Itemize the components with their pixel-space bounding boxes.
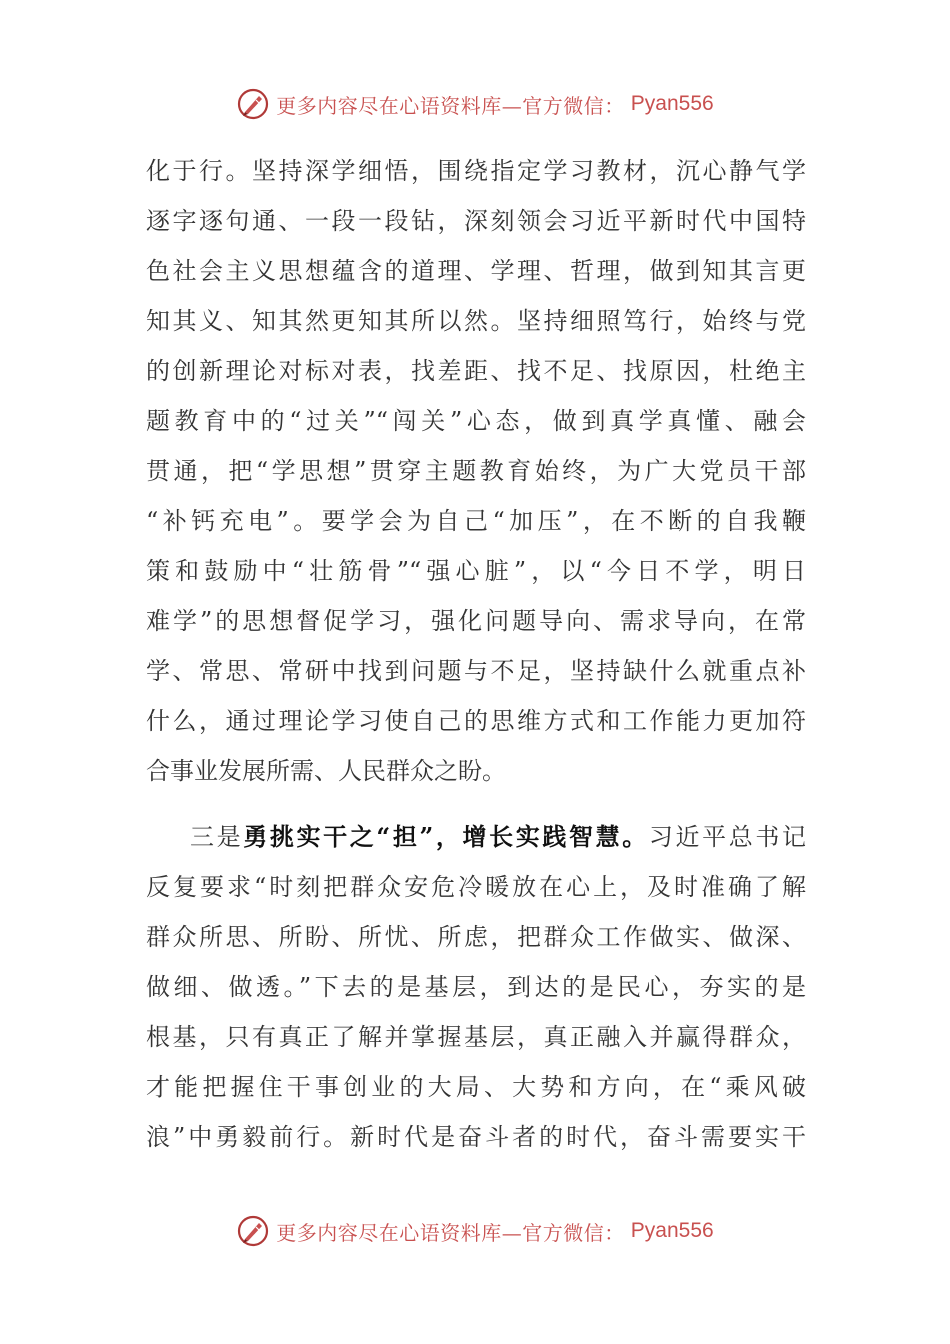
paragraph-1 <box>146 146 806 796</box>
page-header-banner <box>0 84 950 124</box>
text-line: 知其义、知其然更知其所以然。坚持细照笃行，始终与党 <box>146 307 806 335</box>
text-line: 化于行。坚持深学细悟，围绕指定学习教材，沉心静气学 <box>146 157 806 185</box>
text-line: 策和鼓励中“壮筋骨”“强心脏”，以“今日不学，明日 <box>146 557 806 585</box>
lead-text: 三是 <box>190 823 244 851</box>
text-line: 什么，通过理论学习使自己的思维方式和工作能力更加符 <box>146 707 806 735</box>
text-line: 的创新理论对标对表，找差距、找不足、找原因，杜绝主 <box>146 357 806 385</box>
bold-heading: 勇挑实干之“担”，增长实践智慧。 <box>243 822 649 851</box>
text-line: 贯通，把“学思想”贯穿主题教育始终，为广大党员干部 <box>146 457 806 485</box>
text-line: 难学”的思想督促学习，强化问题导向、需求导向，在常 <box>146 607 806 635</box>
text-line: 反复要求“时刻把群众安危冷暖放在心上，及时准确了解 <box>146 873 806 901</box>
text-line: 题教育中的“过关”“闯关”心态，做到真学真懂、融会 <box>146 407 806 435</box>
text-line: 色社会主义思想蕴含的道理、学理、哲理，做到知其言更 <box>146 257 806 285</box>
text-line: 做细、做透。”下去的是基层，到达的是民心，夯实的是 <box>146 973 806 1001</box>
text-line: 根基，只有真正了解并掌握基层，真正融入并赢得群众， <box>146 1023 806 1051</box>
text-line: 浪”中勇毅前行。新时代是奋斗者的时代，奋斗需要实干 <box>146 1123 806 1151</box>
footer-wechat-id: Pyan556 <box>630 1219 714 1242</box>
text-line-first <box>146 812 806 862</box>
text-line: “补钙充电”。要学会为自己“加压”，在不断的自我鞭 <box>146 507 806 535</box>
text-line: 才能把握住干事创业的大局、大势和方向，在“乘风破 <box>146 1073 806 1101</box>
text-line: 合事业发展所需、人民群众之盼。 <box>146 757 506 785</box>
lead-rest-text: 习近平总书记 <box>648 823 807 851</box>
paragraph-2 <box>146 812 806 1162</box>
footer-banner-text: 更多内容尽在心语资料库—官方微信： <box>276 1220 625 1245</box>
pen-logo-icon <box>236 1214 270 1248</box>
pen-logo-icon <box>236 87 270 121</box>
page-footer-banner <box>0 1211 950 1251</box>
paragraph-spacer <box>146 796 806 812</box>
header-banner-text: 更多内容尽在心语资料库—官方微信： <box>276 93 625 118</box>
text-line: 群众所思、所盼、所忧、所虑，把群众工作做实、做深、 <box>146 923 806 951</box>
header-wechat-id: Pyan556 <box>630 92 714 115</box>
text-line: 逐字逐句通、一段一段钻，深刻领会习近平新时代中国特 <box>146 207 806 235</box>
document-body <box>146 146 806 1162</box>
text-line: 学、常思、常研中找到问题与不足，坚持缺什么就重点补 <box>146 657 806 685</box>
